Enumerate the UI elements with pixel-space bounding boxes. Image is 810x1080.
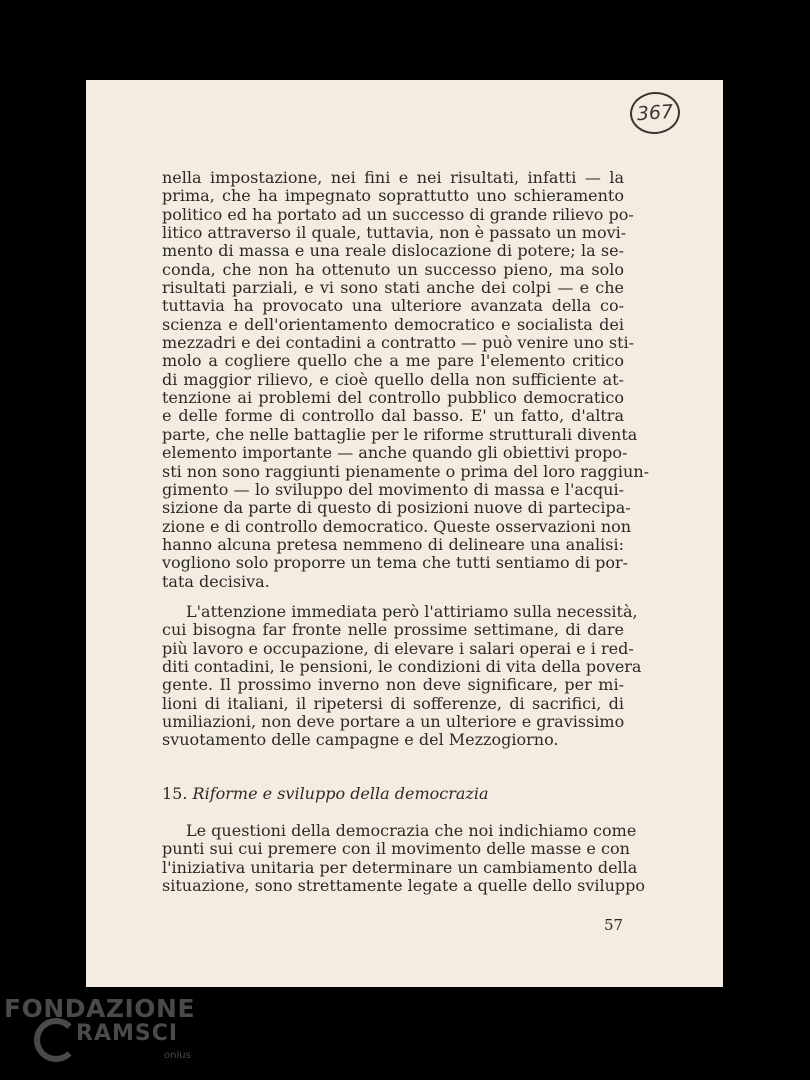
section-number: 15. xyxy=(162,784,188,803)
text-line: sizione da parte di questo di posizioni nuove di partecipa- xyxy=(162,498,631,518)
text-line: gimento — lo sviluppo del movimento di massa e l'acqui- xyxy=(162,479,624,499)
section-title: Riforme e sviluppo della democrazia xyxy=(192,784,489,803)
text-line: punti sui cui premere con il movimento delle masse e con xyxy=(162,839,630,859)
text-line: mento di massa e una reale dislocazione di potere; la se- xyxy=(162,241,624,261)
text-line: cui bisogna far fronte nelle prossime settimane, di dare xyxy=(162,620,624,640)
text-line: risultati parziali, e vi sono stati anche dei colpi — e che xyxy=(162,278,624,298)
page-number: 57 xyxy=(604,916,624,934)
fondazione-gramsci-logo xyxy=(4,994,204,1074)
text-line: lioni di italiani, il ripetersi di sofferenze, di sacrifici, di xyxy=(162,693,624,713)
text-line: parte, che nelle battaglie per le riforme strutturali diventa xyxy=(162,424,638,444)
text-line: e delle forme di controllo dal basso. E' un fatto, d'altra xyxy=(162,406,624,426)
logo-line-2: RAMSCI xyxy=(76,1021,179,1046)
paragraph-2 xyxy=(162,602,642,750)
text-line: elemento importante — anche quando gli obiettivi propo- xyxy=(162,443,628,463)
text-line: politico ed ha portato ad un successo di grande rilievo po- xyxy=(162,204,634,224)
text-line: mezzadri e dei contadini a contratto — può venire uno sti- xyxy=(162,333,635,353)
text-line: nella impostazione, nei fini e nei risultati, infatti — la xyxy=(162,168,624,187)
text-line: zione e di controllo democratico. Queste osservazioni non xyxy=(162,516,632,536)
archive-number-annotation: 367 xyxy=(629,90,682,135)
text-line: diti contadini, le pensioni, le condizioni di vita della povera xyxy=(162,657,642,677)
text-line: vogliono solo proporre un tema che tutti sentiamo di por- xyxy=(162,553,629,573)
section-heading xyxy=(162,785,489,803)
text-line: Le questioni della democrazia che noi indichiamo come xyxy=(186,821,637,840)
text-line: tata decisiva. xyxy=(162,571,270,591)
text-line: tuttavia ha provocato una ulteriore avanzata della co- xyxy=(162,296,624,316)
text-line: prima, che ha impegnato soprattutto uno schieramento xyxy=(162,186,624,206)
text-line: L'attenzione immediata però l'attiriamo sulla necessità, xyxy=(186,602,638,621)
text-line: scienza e dell'orientamento democratico e socialista dei xyxy=(162,314,624,334)
text-line: gente. Il prossimo inverno non deve significare, per mi- xyxy=(162,675,624,695)
text-line: svuotamento delle campagne e del Mezzogiorno. xyxy=(162,730,559,750)
logo-g-icon xyxy=(34,1018,78,1062)
text-line: litico attraverso il quale, tuttavia, non è passato un movi- xyxy=(162,223,627,243)
text-line: più lavoro e occupazione, di elevare i salari operai e i red- xyxy=(162,638,634,658)
text-line: conda, che non ha ottenuto un successo pieno, ma solo xyxy=(162,259,624,279)
text-line: molo a cogliere quello che a me pare l'elemento critico xyxy=(162,351,624,371)
text-line: di maggior rilievo, e cioè quello della non sufficiente at- xyxy=(162,369,624,389)
text-line: hanno alcuna pretesa nemmeno di delineare una analisi: xyxy=(162,534,624,554)
text-line: sti non sono raggiunti pienamente o prima del loro raggiun- xyxy=(162,461,650,481)
text-line: situazione, sono strettamente legate a quelle dello sviluppo xyxy=(162,876,646,896)
text-line: tenzione ai problemi del controllo pubblico democratico xyxy=(162,388,624,408)
text-line: umiliazioni, non deve portare a un ulteriore e gravissimo xyxy=(162,712,625,732)
logo-line-3: onlus xyxy=(164,1050,191,1061)
paragraph-1 xyxy=(162,168,650,591)
text-line: l'iniziativa unitaria per determinare un cambiamento della xyxy=(162,857,638,877)
logo-line-1: FONDAZIONE xyxy=(4,994,196,1023)
paragraph-3 xyxy=(162,821,646,896)
